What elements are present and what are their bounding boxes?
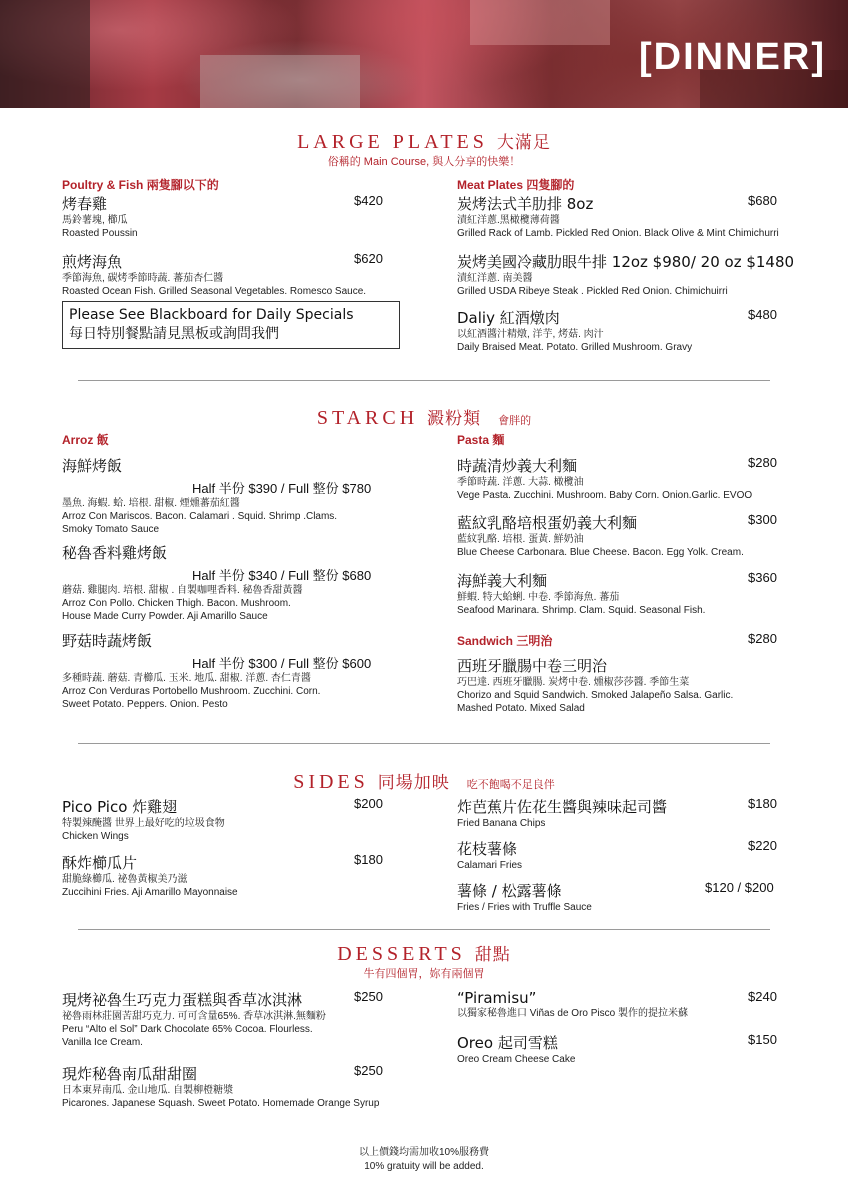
menu-item: 野菇時蔬烤飯 Half 半份 $300 / Full 整份 $600 多種時蔬. 蘑菇. 青櫛瓜. 玉米. 地瓜. 甜椒. 洋蔥. 杏仁青醬 Arroz Con Verduras Portobello Mushroom. Zucchini. Corn. Sweet Potato. Peppers. Onion. Pesto <box>62 632 372 710</box>
menu-item: 炭烤美國冷藏肋眼牛排 12oz $980/ 20 oz $1480 漬紅洋蔥. 南美醬 Grilled USDA Ribeye Steak . Pickled Red Onion. Chimichuirri <box>457 253 795 297</box>
starch-title: STARCH 澱粉類 會胖的 <box>316 407 532 429</box>
menu-item: 花枝薯條 $220 Calamari Fries <box>457 838 777 871</box>
menu-item: 炸芭蕉片佐花生醬與辣味起司醬 $180 Fried Banana Chips <box>457 796 777 829</box>
menu-item: “Piramisu” $240 以獨家秘魯進口 Viñas de Oro Pisco 製作的提拉米蘇 <box>457 989 777 1019</box>
menu-item: 煎烤海魚 $620 季節海魚, 碳烤季節時蔬. 蕃茄杏仁醬 Roasted Ocean Fish. Grilled Seasonal Vegetables. Romesco Sauce. <box>62 251 383 297</box>
menu-item: 海鮮義大利麵 $360 鮮蝦. 特大蛤蜊. 中卷. 季節海魚. 蕃茄 Seafood Marinara. Shrimp. Clam. Squid. Seasonal Fish. <box>457 570 777 616</box>
menu-item: 現炸秘魯南瓜甜甜圈 $250 日本東昇南瓜. 金山地瓜. 自製柳橙糖漿 Picarones. Japanese Squash. Sweet Potato. Homemade Orange Syrup <box>62 1063 383 1109</box>
menu-item: 藍紋乳酪培根蛋奶義大利麵 $300 藍紋乳酪. 培根. 蛋黃. 鮮奶油 Blue Cheese Carbonara. Blue Cheese. Bacon. Egg Yolk. Cream. <box>457 512 777 558</box>
sides-title: SIDES 同場加映 吃不飽喝不足良伴 <box>293 771 555 793</box>
pasta-category: Pasta 麵 <box>457 433 505 447</box>
meat-plates-category: Meat Plates 四隻腳的 <box>457 178 575 192</box>
menu-item: Oreo 起司雪糕 $150 Oreo Cream Cheese Cake <box>457 1032 777 1065</box>
menu-item: 時蔬清炒義大利麵 $280 季節時蔬. 洋蔥. 大蒜. 橄欖油 Vege Pasta. Zucchini. Mushroom. Baby Corn. Onion.Garlic. EVOO <box>457 455 777 501</box>
arroz-category: Arroz 飯 <box>62 433 109 447</box>
menu-item: 秘魯香料雞烤飯 Half 半份 $340 / Full 整份 $680 蘑菇. 雞腿肉. 培根. 甜椒 . 自製咖哩香料. 秘魯香甜黃醬 Arroz Con Pollo. Chicken Thigh. Bacon. Mushroom. House Made Curry Powder. Aji Amarillo Sauce <box>62 544 372 622</box>
sandwich-category: Sandwich 三明治 <box>457 634 553 648</box>
sandwich-price: $280 <box>748 631 777 646</box>
menu-item: 薯條 / 松露薯條 $120 / $200 Fries / Fries with Truffle Sauce <box>457 880 774 913</box>
desserts-subtitle: 牛有四個胃，妳有兩個胃 <box>363 968 485 980</box>
menu-item: 炭烤法式羊肋排 8oz $680 漬紅洋蔥.黑橄欖薄荷醬 Grilled Rack of Lamb. Pickled Red Onion. Black Olive & Mint Chimichurri <box>457 193 779 239</box>
large-plates-subtitle: 俗稱的 Main Course, 與人分享的快樂！ <box>327 156 521 168</box>
dinner-title: [DINNER] <box>639 36 826 78</box>
header-banner <box>0 0 848 108</box>
poultry-fish-category: Poultry & Fish 兩隻腳以下的 <box>62 178 219 192</box>
divider <box>78 743 770 744</box>
menu-item: 烤春雞 $420 馬鈴薯塊, 櫛瓜 Roasted Poussin <box>62 193 383 239</box>
menu-item: 海鮮烤飯 Half 半份 $390 / Full 整份 $780 墨魚. 海蝦. 蛤. 培根. 甜椒. 煙燻蕃茄紅醬 Arroz Con Mariscos. Bacon. Calamari . Squid. Shrimp .Clams. Smoky Tomato Sauce <box>62 457 372 535</box>
menu-item: 現烤祕魯生巧克力蛋糕與香草冰淇淋 $250 祕魯雨林莊園苦甜巧克力. 可可含量65%. 香草冰淇淋.無麵粉 Peru “Alto el Sol” Dark Chocolate 65% Cocoa. Flourless. Vanilla Ice Cream. <box>62 989 383 1048</box>
large-plates-title: LARGE PLATES 大滿足 <box>297 131 551 153</box>
menu-item: 西班牙臘腸中卷三明治 巧巴達. 西班牙臘腸. 炭烤中卷. 燻椒莎莎醬. 季節生菜 Chorizo and Squid Sandwich. Smoked Jalapeño Salsa. Garlic. Mashed Potato. Mixed Salad <box>457 657 734 714</box>
gratuity-note: 以上價錢均需加收10%服務費 10% gratuity will be added. <box>358 1147 489 1172</box>
menu-item: 酥炸櫛瓜片 $180 甜脆綠櫛瓜. 祕魯黃椒美乃滋 Zuccihini Fries. Aji Amarillo Mayonnaise <box>62 852 383 898</box>
divider <box>78 929 770 930</box>
divider <box>78 380 770 381</box>
menu-item: Pico Pico 炸雞翅 $200 特製辣醃醬 世界上最好吃的垃圾食物 Chicken Wings <box>62 796 383 842</box>
menu-item: Daliy 紅酒燉肉 $480 以紅酒醬汁精燉, 洋芋, 烤菇. 肉汁 Daily Braised Meat. Potato. Grilled Mushroom. Gravy <box>457 307 777 353</box>
desserts-title: DESSERTS 甜點 <box>337 943 511 965</box>
daily-specials-box: Please See Blackboard for Daily Specials 每日特別餐點請見黑板或詢問我們 <box>62 301 400 349</box>
